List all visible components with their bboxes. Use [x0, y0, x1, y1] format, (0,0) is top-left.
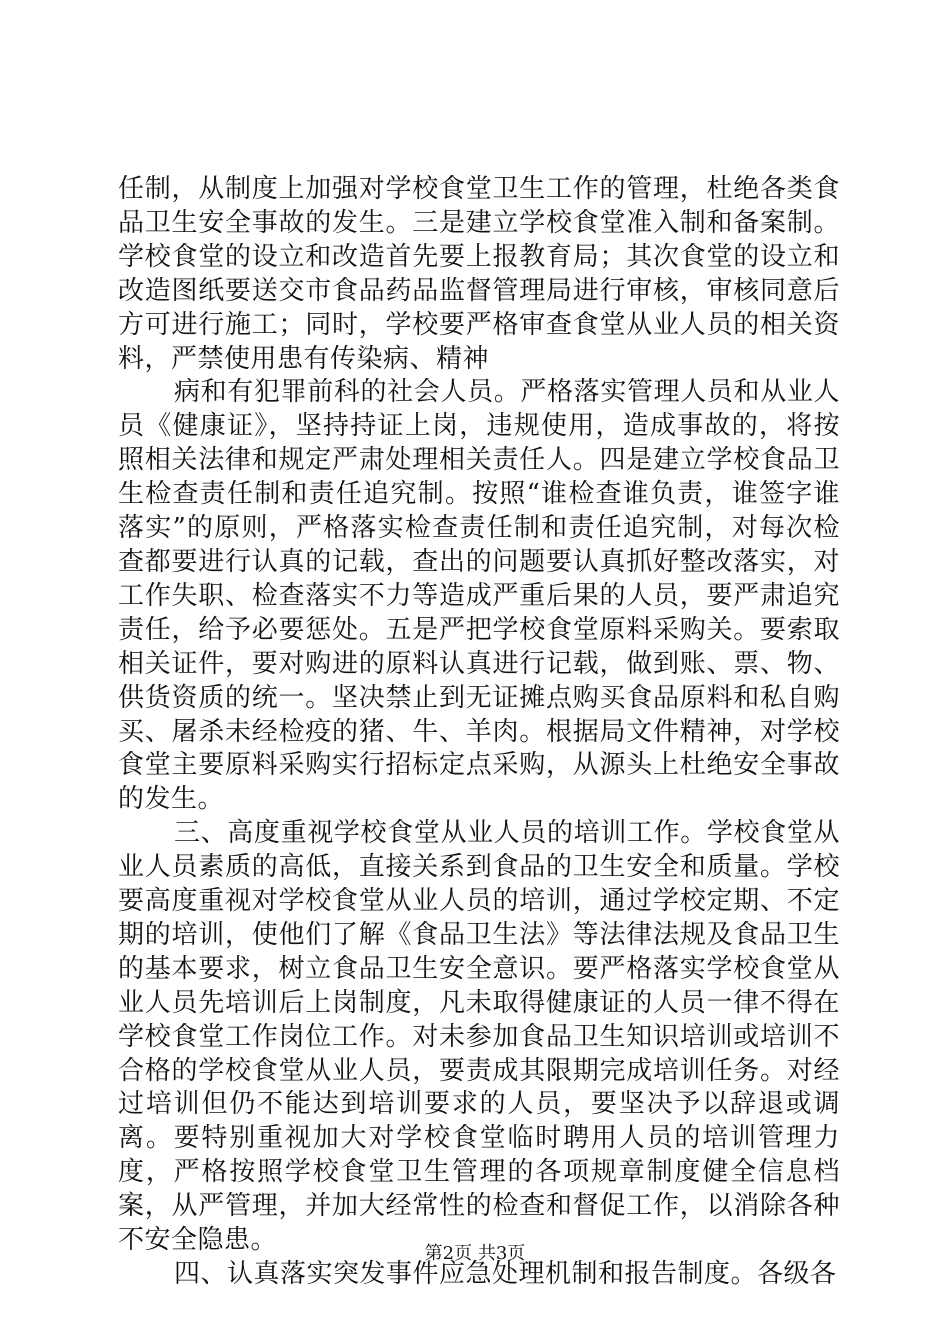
document-body [118, 173, 840, 1292]
paragraph-4: 四、认真落实突发事件应急处理机制和报告制度。各级各 [174, 1259, 837, 1289]
paragraph-1: 任制，从制度上加强对学校食堂卫生工作的管理，杜绝各类食品卫生安全事故的发生。三是建立学校食堂准入制和备案制。学校食堂的设立和改造首先要上报教育局；其次食堂的设立和改造图纸要送交市食品药品监督管理局进行审核，审核同意后方可进行施工；同时，学校要严格审查食堂从业人员的相关资料，严禁使用患有传染病、精神 [118, 174, 840, 374]
paragraph-3: 三、高度重视学校食堂从业人员的培训工作。学校食堂从业人员素质的高低，直接关系到食品的卫生安全和质量。学校要高度重视对学校食堂从业人员的培训，通过学校定期、不定期的培训，使他们了解《食品卫生法》等法律法规及食品卫生的基本要求，树立食品卫生安全意识。要严格落实学校食堂从业人员先培训后上岗制度，凡未取得健康证的人员一律不得在学校食堂工作岗位工作。对未参加食品卫生知识培训或培训不合格的学校食堂从业人员，要责成其限期完成培训任务。对经过培训但仍不能达到培训要求的人员，要坚决予以辞退或调离。要特别重视加大对学校食堂临时聘用人员的培训管理力度，严格按照学校食堂卫生管理的各项规章制度健全信息档案，从严管理，并加大经常性的检查和督促工作，以消除各种不安全隐患。 [118, 818, 840, 1256]
page-number-footer: 第2页 共3页 [424, 1243, 526, 1264]
paragraph-2: 病和有犯罪前科的社会人员。严格落实管理人员和从业人员《健康证》，坚持持证上岗，违规使用，造成事故的，将按照相关法律和规定严肃处理相关责任人。四是建立学校食品卫生检查责任制和责任追究制。按照“谁检查谁负责，谁签字谁落实”的原则，严格落实检查责任制和责任追究制，对每次检查都要进行认真的记载，查出的问题要认真抓好整改落实，对工作失职、检查落实不力等造成严重后果的人员，要严肃追究责任，给予必要惩处。五是严把学校食堂原料采购关。要索取相关证件，要对购进的原料认真进行记载，做到账、票、物、供货资质的统一。坚决禁止到无证摊点购买食品原料和私自购买、屠杀未经检疫的猪、牛、羊肉。根据局文件精神，对学校食堂主要原料采购实行招标定点采购，从源头上杜绝安全事故的发生。 [118, 377, 840, 815]
